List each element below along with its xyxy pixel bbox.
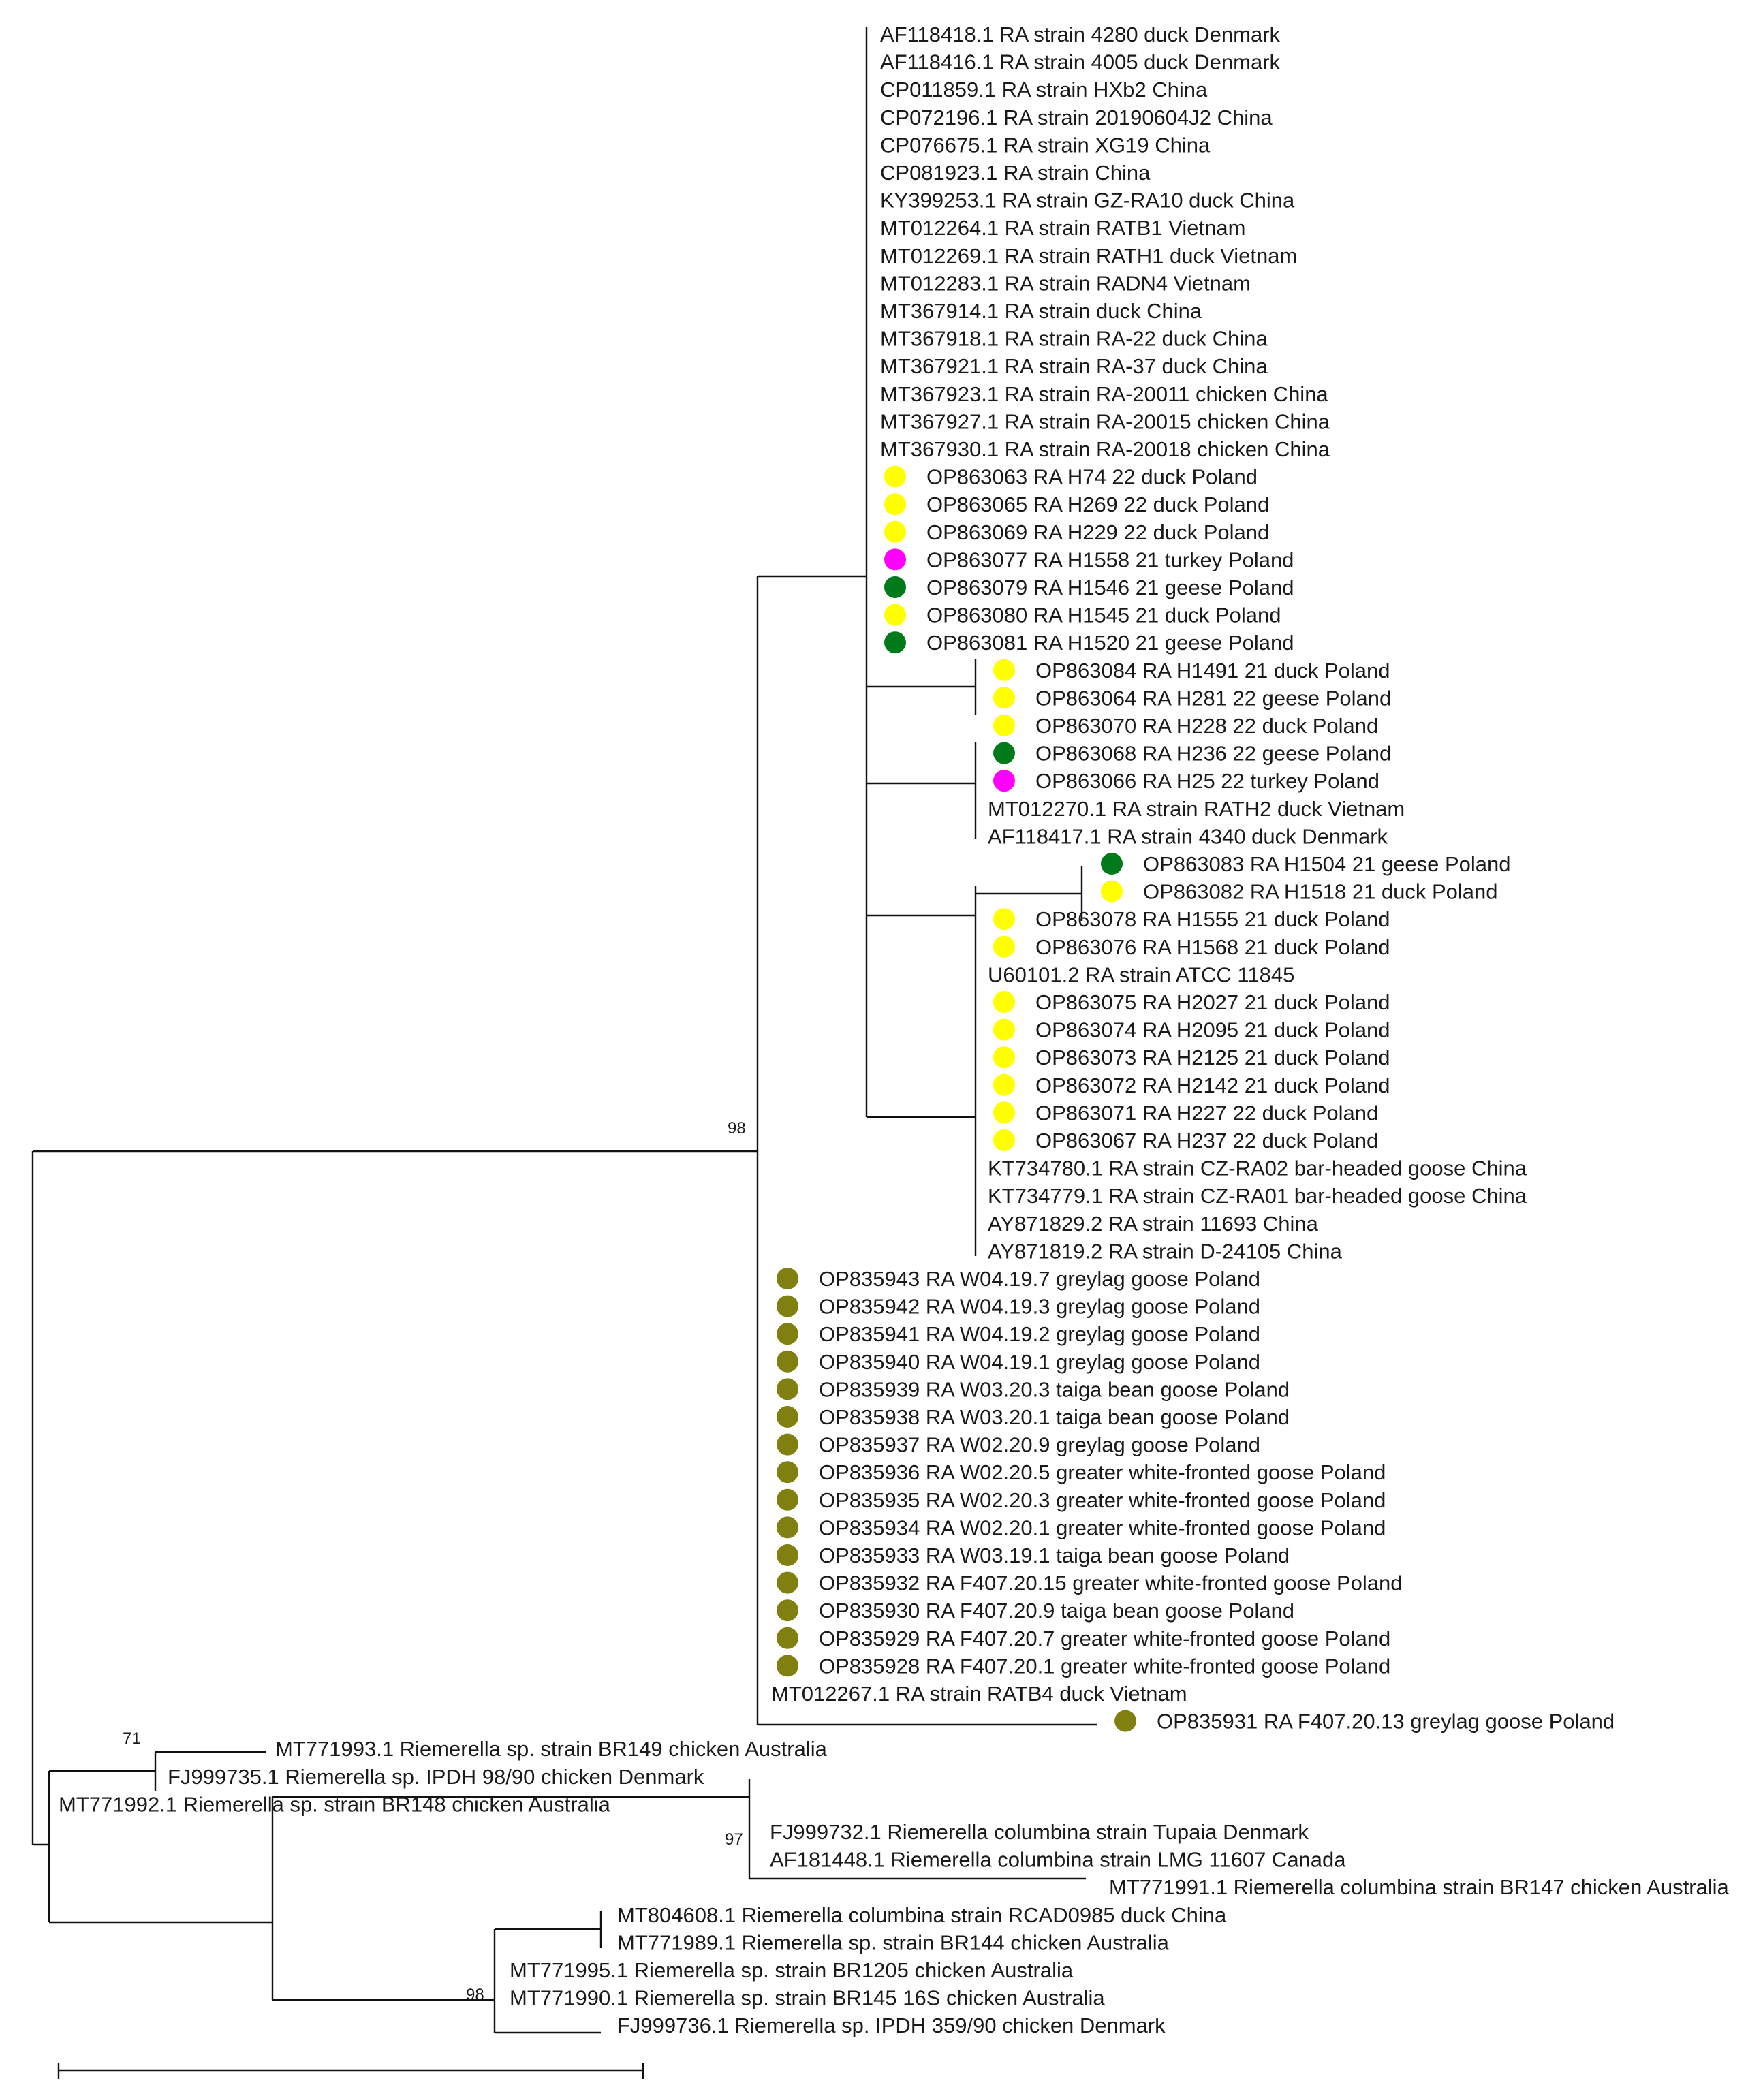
taxon-label: OP863074 RA H2095 21 duck Poland [1035,1018,1390,1042]
taxon-label: OP835928 RA F407.20.1 greater white-fronted goose Poland [819,1654,1391,1678]
scale-bar [59,2063,643,2100]
taxon-label: AY871829.2 RA strain 11693 China [988,1211,1318,1236]
taxon-label: OP863080 RA H1545 21 duck Poland [926,603,1281,627]
taxon-label: MT804608.1 Riemerella columbina strain RCAD0985 duck China [617,1902,1227,1927]
taxon-label: AF118416.1 RA strain 4005 duck Denmark [880,50,1281,74]
taxon [880,327,1268,351]
taxon-label: AF181448.1 Riemerella columbina strain LMG 11607 Canada [770,1847,1346,1872]
taxon [880,50,1281,74]
taxon [993,1073,1390,1097]
host-dot-icon [777,1296,798,1317]
taxon [617,1930,1170,1954]
taxon-label: OP835931 RA F407.20.13 greylag goose Poland [1157,1709,1615,1734]
bootstrap-values [123,1119,746,2004]
taxon [880,161,1151,185]
taxon [884,492,1269,516]
taxon [880,22,1281,46]
taxon-label: MT367927.1 RA strain RA-20015 chicken China [880,409,1330,434]
taxon-label: MT771990.1 Riemerella sp. strain BR145 16S chicken Australia [510,1986,1105,2010]
host-dot-icon [884,493,906,515]
host-dot-icon [993,1101,1015,1123]
host-dot-icon [993,1074,1015,1096]
taxon [275,1737,828,1761]
taxon-label: CP011859.1 RA strain HXb2 China [880,78,1208,102]
taxon-label: MT367914.1 RA strain duck China [880,299,1202,323]
host-dot-icon [777,1489,798,1511]
host-dot-icon [777,1655,798,1676]
taxon [777,1295,1260,1319]
taxon [993,1018,1390,1042]
host-dot-icon [777,1406,798,1428]
host-dot-icon [777,1434,798,1456]
taxon-label: OP863064 RA H281 22 geese Poland [1035,686,1392,710]
taxon [884,548,1294,571]
host-dot-icon [884,521,906,543]
host-dot-icon [993,936,1015,958]
taxon-label: OP863070 RA H228 22 duck Poland [1035,714,1379,738]
taxon-label: MT012270.1 RA strain RATH2 duck Vietnam [988,796,1405,821]
taxon [993,686,1391,710]
taxon [880,382,1328,406]
taxon-label: MT012283.1 RA strain RADN4 Vietnam [880,271,1251,296]
host-dot-icon [777,1378,798,1400]
host-dot-icon [777,1461,798,1483]
taxon [993,742,1391,766]
taxon-label: OP863065 RA H269 22 duck Poland [926,492,1270,517]
host-dot-icon [993,908,1015,930]
taxon-label: OP863072 RA H2142 21 duck Poland [1035,1073,1390,1097]
taxon [884,465,1258,489]
taxon [777,1322,1260,1346]
taxon-label: MT771989.1 Riemerella sp. strain BR144 chicken Australia [617,1930,1169,1955]
host-dot-icon [777,1599,798,1621]
host-dot-icon [777,1323,798,1345]
host-dot-icon [1101,881,1123,903]
taxon [993,1046,1390,1069]
host-dot-icon [1101,853,1123,875]
taxon [880,409,1330,433]
host-dot-icon [884,576,906,598]
host-dot-icon [884,466,906,488]
host-dot-icon [993,742,1015,764]
taxon [993,935,1390,959]
taxon [777,1488,1386,1512]
taxon [880,189,1295,213]
taxon [993,714,1378,738]
taxon [777,1654,1390,1678]
bootstrap-value: 98 [728,1119,746,1138]
taxon [777,1350,1260,1374]
taxon-label: CP072196.1 RA strain 20190604J2 China [880,105,1273,129]
host-dot-icon [993,659,1015,681]
taxon-label: OP835939 RA W03.20.3 taiga bean goose Poland [819,1377,1290,1402]
taxon [880,437,1330,461]
host-dot-icon [777,1627,798,1649]
taxon-label: OP863071 RA H227 22 duck Poland [1035,1101,1379,1125]
host-dot-icon [993,1019,1015,1041]
taxon-label: OP863081 RA H1520 21 geese Poland [926,631,1294,655]
taxon-label: OP835936 RA W02.20.5 greater white-fronted goose Poland [819,1460,1386,1485]
host-dot-icon [1114,1710,1136,1732]
taxon [777,1516,1386,1539]
taxon-label: KY399253.1 RA strain GZ-RA10 duck China [880,188,1295,213]
taxon-label: MT771995.1 Riemerella sp. strain BR1205 chicken Australia [510,1958,1074,1982]
taxon [777,1405,1290,1429]
taxon [880,271,1251,295]
host-dot-icon [993,1046,1015,1068]
taxon-label: OP835938 RA W03.20.1 taiga bean goose Poland [819,1405,1290,1429]
taxon [988,1157,1527,1180]
taxon [777,1267,1260,1291]
bootstrap-value: 97 [725,1830,743,1849]
taxon-label: OP863073 RA H2125 21 duck Poland [1035,1046,1390,1070]
taxon [771,1682,1187,1706]
taxon [988,1212,1319,1236]
taxon [884,631,1294,655]
taxon [770,1848,1346,1872]
taxon-labels [59,22,1730,2037]
taxon [777,1599,1294,1623]
taxon [988,962,1294,986]
taxon-label: MT771991.1 Riemerella columbina strain BR147 chicken Australia [1109,1875,1729,1900]
taxon-label: OP863079 RA H1546 21 geese Poland [926,576,1294,599]
taxon-label: OP863078 RA H1555 21 duck Poland [1035,907,1390,932]
taxon-label: CP081923.1 RA strain China [880,161,1151,185]
taxon-label: MT367921.1 RA strain RA-37 duck China [880,354,1268,379]
taxon-label: OP835937 RA W02.20.9 greylag goose Poland [819,1432,1261,1457]
taxon-label: OP835934 RA W02.20.1 greater white-fronted goose Poland [819,1516,1386,1540]
taxon [988,1184,1527,1208]
taxon-label: OP863082 RA H1518 21 duck Poland [1143,879,1498,904]
taxon [880,216,1245,240]
taxon [880,354,1268,378]
taxon-label: MT012267.1 RA strain RATB4 duck Vietnam [771,1682,1187,1706]
taxon [988,824,1388,848]
taxon [880,106,1273,129]
taxon [617,2013,1166,2037]
taxon [777,1543,1290,1567]
host-dot-icon [884,604,906,626]
host-dot-icon [993,687,1015,708]
taxon [59,1792,611,1816]
host-dot-icon [993,991,1015,1013]
taxon [993,907,1390,931]
taxon [770,1820,1309,1844]
taxon-label: MT012269.1 RA strain RATH1 duck Vietnam [880,243,1298,268]
taxon-label: CP076675.1 RA strain XG19 China [880,133,1211,157]
taxon-label: OP835941 RA W04.19.2 greylag goose Poland [819,1322,1261,1347]
taxon-label: MT012264.1 RA strain RATB1 Vietnam [880,216,1246,240]
taxon [884,576,1294,599]
taxon [880,78,1208,101]
taxon-label: OP863075 RA H2027 21 duck Poland [1035,990,1390,1014]
taxon-label: KT734779.1 RA strain CZ-RA01 bar-headed goose China [988,1184,1527,1208]
taxon [777,1377,1290,1401]
taxon [993,659,1390,683]
taxon-label: FJ999732.1 Riemerella columbina strain Tupaia Denmark [770,1820,1309,1844]
taxon-label: MT771993.1 Riemerella sp. strain BR149 chicken Australia [275,1737,827,1761]
taxon [1101,852,1510,876]
taxon [993,1129,1378,1153]
taxon [1101,880,1498,904]
taxon [880,133,1211,157]
taxon [510,1986,1105,2010]
taxon [993,990,1390,1014]
taxon-label: OP835933 RA W03.19.1 taiga bean goose Poland [819,1543,1290,1567]
taxon [988,797,1405,821]
taxon-label: OP835929 RA F407.20.7 greater white-fronted goose Poland [819,1626,1391,1650]
host-dot-icon [777,1544,798,1566]
taxon-label: OP863083 RA H1504 21 geese Poland [1143,852,1511,876]
taxon [777,1571,1403,1595]
taxon-label: OP863066 RA H25 22 turkey Poland [1035,769,1379,794]
taxon-label: OP835942 RA W04.19.3 greylag goose Poland [819,1294,1261,1319]
taxon [777,1627,1390,1650]
taxon-label: OP835940 RA W04.19.1 greylag goose Poland [819,1349,1261,1374]
taxon [617,1903,1227,1927]
bootstrap-value: 71 [123,1729,141,1748]
host-dot-icon [777,1516,798,1538]
taxon-label: MT771992.1 Riemerella sp. strain BR148 chicken Australia [59,1792,610,1817]
host-dot-icon [993,770,1015,792]
taxon-label: MT367930.1 RA strain RA-20018 chicken China [880,437,1330,461]
host-dot-icon [993,1129,1015,1151]
host-dot-icon [777,1572,798,1594]
taxon-label: MT367918.1 RA strain RA-22 duck China [880,326,1268,351]
taxon [510,1958,1074,1982]
taxon-label: FJ999735.1 Riemerella sp. IPDH 98/90 chicken Denmark [168,1764,704,1789]
taxon-label: AY871819.2 RA strain D-24105 China [988,1239,1342,1264]
taxon-label: OP863067 RA H237 22 duck Poland [1035,1129,1379,1153]
bootstrap-value: 98 [466,1986,484,2004]
taxon [993,1101,1378,1125]
taxon [777,1433,1260,1457]
taxon-label: OP863084 RA H1491 21 duck Poland [1035,658,1390,683]
host-dot-icon [884,631,906,653]
taxon [993,769,1379,793]
taxon-label: OP863076 RA H1568 21 duck Poland [1035,935,1390,959]
taxon [880,299,1202,323]
taxon-label: AF118417.1 RA strain 4340 duck Denmark [988,824,1388,849]
taxon-label: OP863063 RA H74 22 duck Poland [926,465,1258,489]
taxon-label: OP835935 RA W02.20.3 greater white-fronted goose Poland [819,1488,1386,1512]
taxon-label: OP863077 RA H1558 21 turkey Poland [926,548,1294,572]
taxon-label: OP863068 RA H236 22 geese Poland [1035,741,1392,766]
taxon [884,604,1281,627]
taxon-label: OP835943 RA W04.19.7 greylag goose Poland [819,1267,1261,1291]
taxon-label: MT367923.1 RA strain RA-20011 chicken China [880,381,1328,406]
host-dot-icon [777,1351,798,1373]
taxon-label: OP863069 RA H229 22 duck Poland [926,520,1270,544]
taxon [1109,1875,1730,1899]
taxon [880,244,1297,268]
taxon-label: OP835930 RA F407.20.9 taiga bean goose Poland [819,1599,1295,1623]
taxon-label: KT734780.1 RA strain CZ-RA02 bar-headed goose China [988,1156,1527,1180]
taxon [777,1460,1386,1484]
taxon-label: U60101.2 RA strain ATCC 11845 [988,962,1295,987]
taxon [884,520,1269,544]
taxon [1114,1710,1614,1734]
host-dot-icon [884,548,906,570]
taxon-label: OP835932 RA F407.20.15 greater white-fronted goose Poland [819,1571,1403,1595]
taxon-label: FJ999736.1 Riemerella sp. IPDH 359/90 chicken Denmark [617,2013,1166,2038]
taxon-label: AF118418.1 RA strain 4280 duck Denmark [880,22,1281,46]
host-dot-icon [993,715,1015,736]
taxon [988,1239,1343,1263]
host-dot-icon [777,1268,798,1289]
taxon [168,1765,704,1789]
